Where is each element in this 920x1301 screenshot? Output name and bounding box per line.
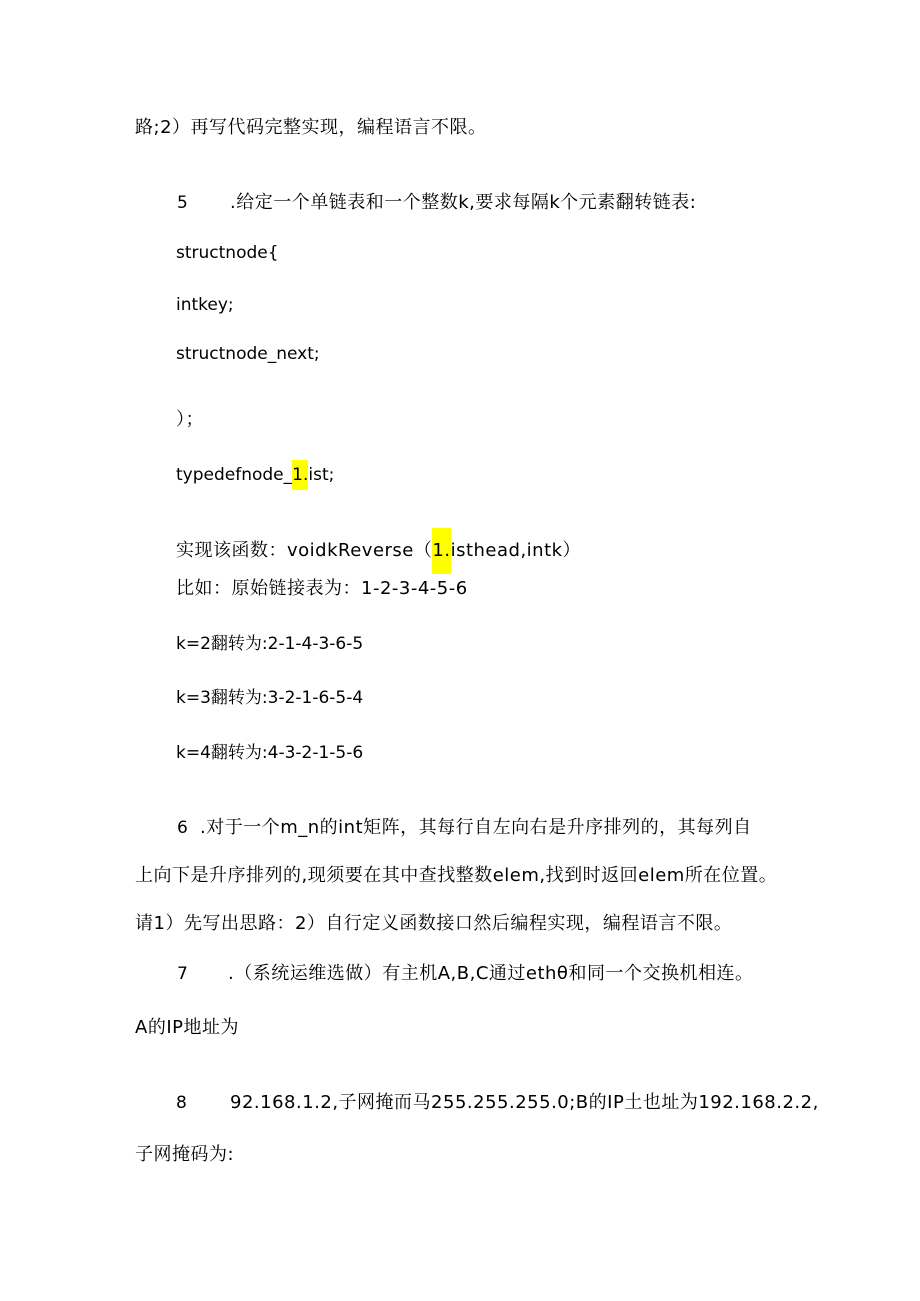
question-number-7: 7 <box>177 964 188 984</box>
example-k4: k=4翻转为:4-3-2-1-5-6 <box>176 743 364 763</box>
impl-prefix: 实现该函数：voidkReverse（ <box>176 540 433 561</box>
question-6-line3: 请1）先写出思路：2）自行定义函数接口然后编程实现，编程语言不限。 <box>135 913 733 934</box>
question-6-line2: 上向下是升序排列的,现须要在其中查找整数elem,找到时返回elem所在位置。 <box>135 865 778 886</box>
question-number-8: 8 <box>176 1093 187 1113</box>
example-k2: k=2翻转为:2-1-4-3-6-5 <box>176 634 364 654</box>
example-k3: k=3翻转为:3-2-1-6-5-4 <box>176 688 364 708</box>
example-intro: 比如：原始链接表为：1-2-3-4-5-6 <box>176 578 468 599</box>
question-8-line2: 子网掩码为: <box>135 1144 235 1165</box>
paragraph-line: 路;2）再写代码完整实现，编程语言不限。 <box>135 117 487 138</box>
typedef-prefix: typedefnode_ <box>176 465 293 485</box>
code-line: structnode{ <box>176 243 279 263</box>
code-line: ）； <box>176 409 204 430</box>
question-number-6: 6 <box>177 818 188 838</box>
question-6-text: .对于一个m_n的int矩阵，其每行自左向右是升序排列的，其每列自 <box>200 817 752 838</box>
code-line-typedef <box>176 460 334 490</box>
question-7-line2: A的IP地址为 <box>135 1017 239 1038</box>
question-number-5: 5 <box>177 193 188 213</box>
question-8-text: 92.168.1.2,子网掩而马255.255.255.0;B的IP土也址为192.168.2.2, <box>230 1092 819 1113</box>
impl-suffix: isthead,intk） <box>450 540 582 561</box>
highlight-mark: 1. <box>292 460 308 490</box>
highlight-mark: 1. <box>432 528 450 574</box>
question-5-text: .给定一个单链表和一个整数k,要求每隔k个元素翻转链表: <box>230 192 697 213</box>
code-line: intkey; <box>176 295 234 315</box>
question-7-text: .（系统运维选做）有主机A,B,C通过ethθ和同一个交换机相连。 <box>228 963 754 984</box>
code-line: structnode_next; <box>176 344 320 364</box>
typedef-suffix: ist; <box>308 465 335 485</box>
impl-line <box>176 528 581 574</box>
